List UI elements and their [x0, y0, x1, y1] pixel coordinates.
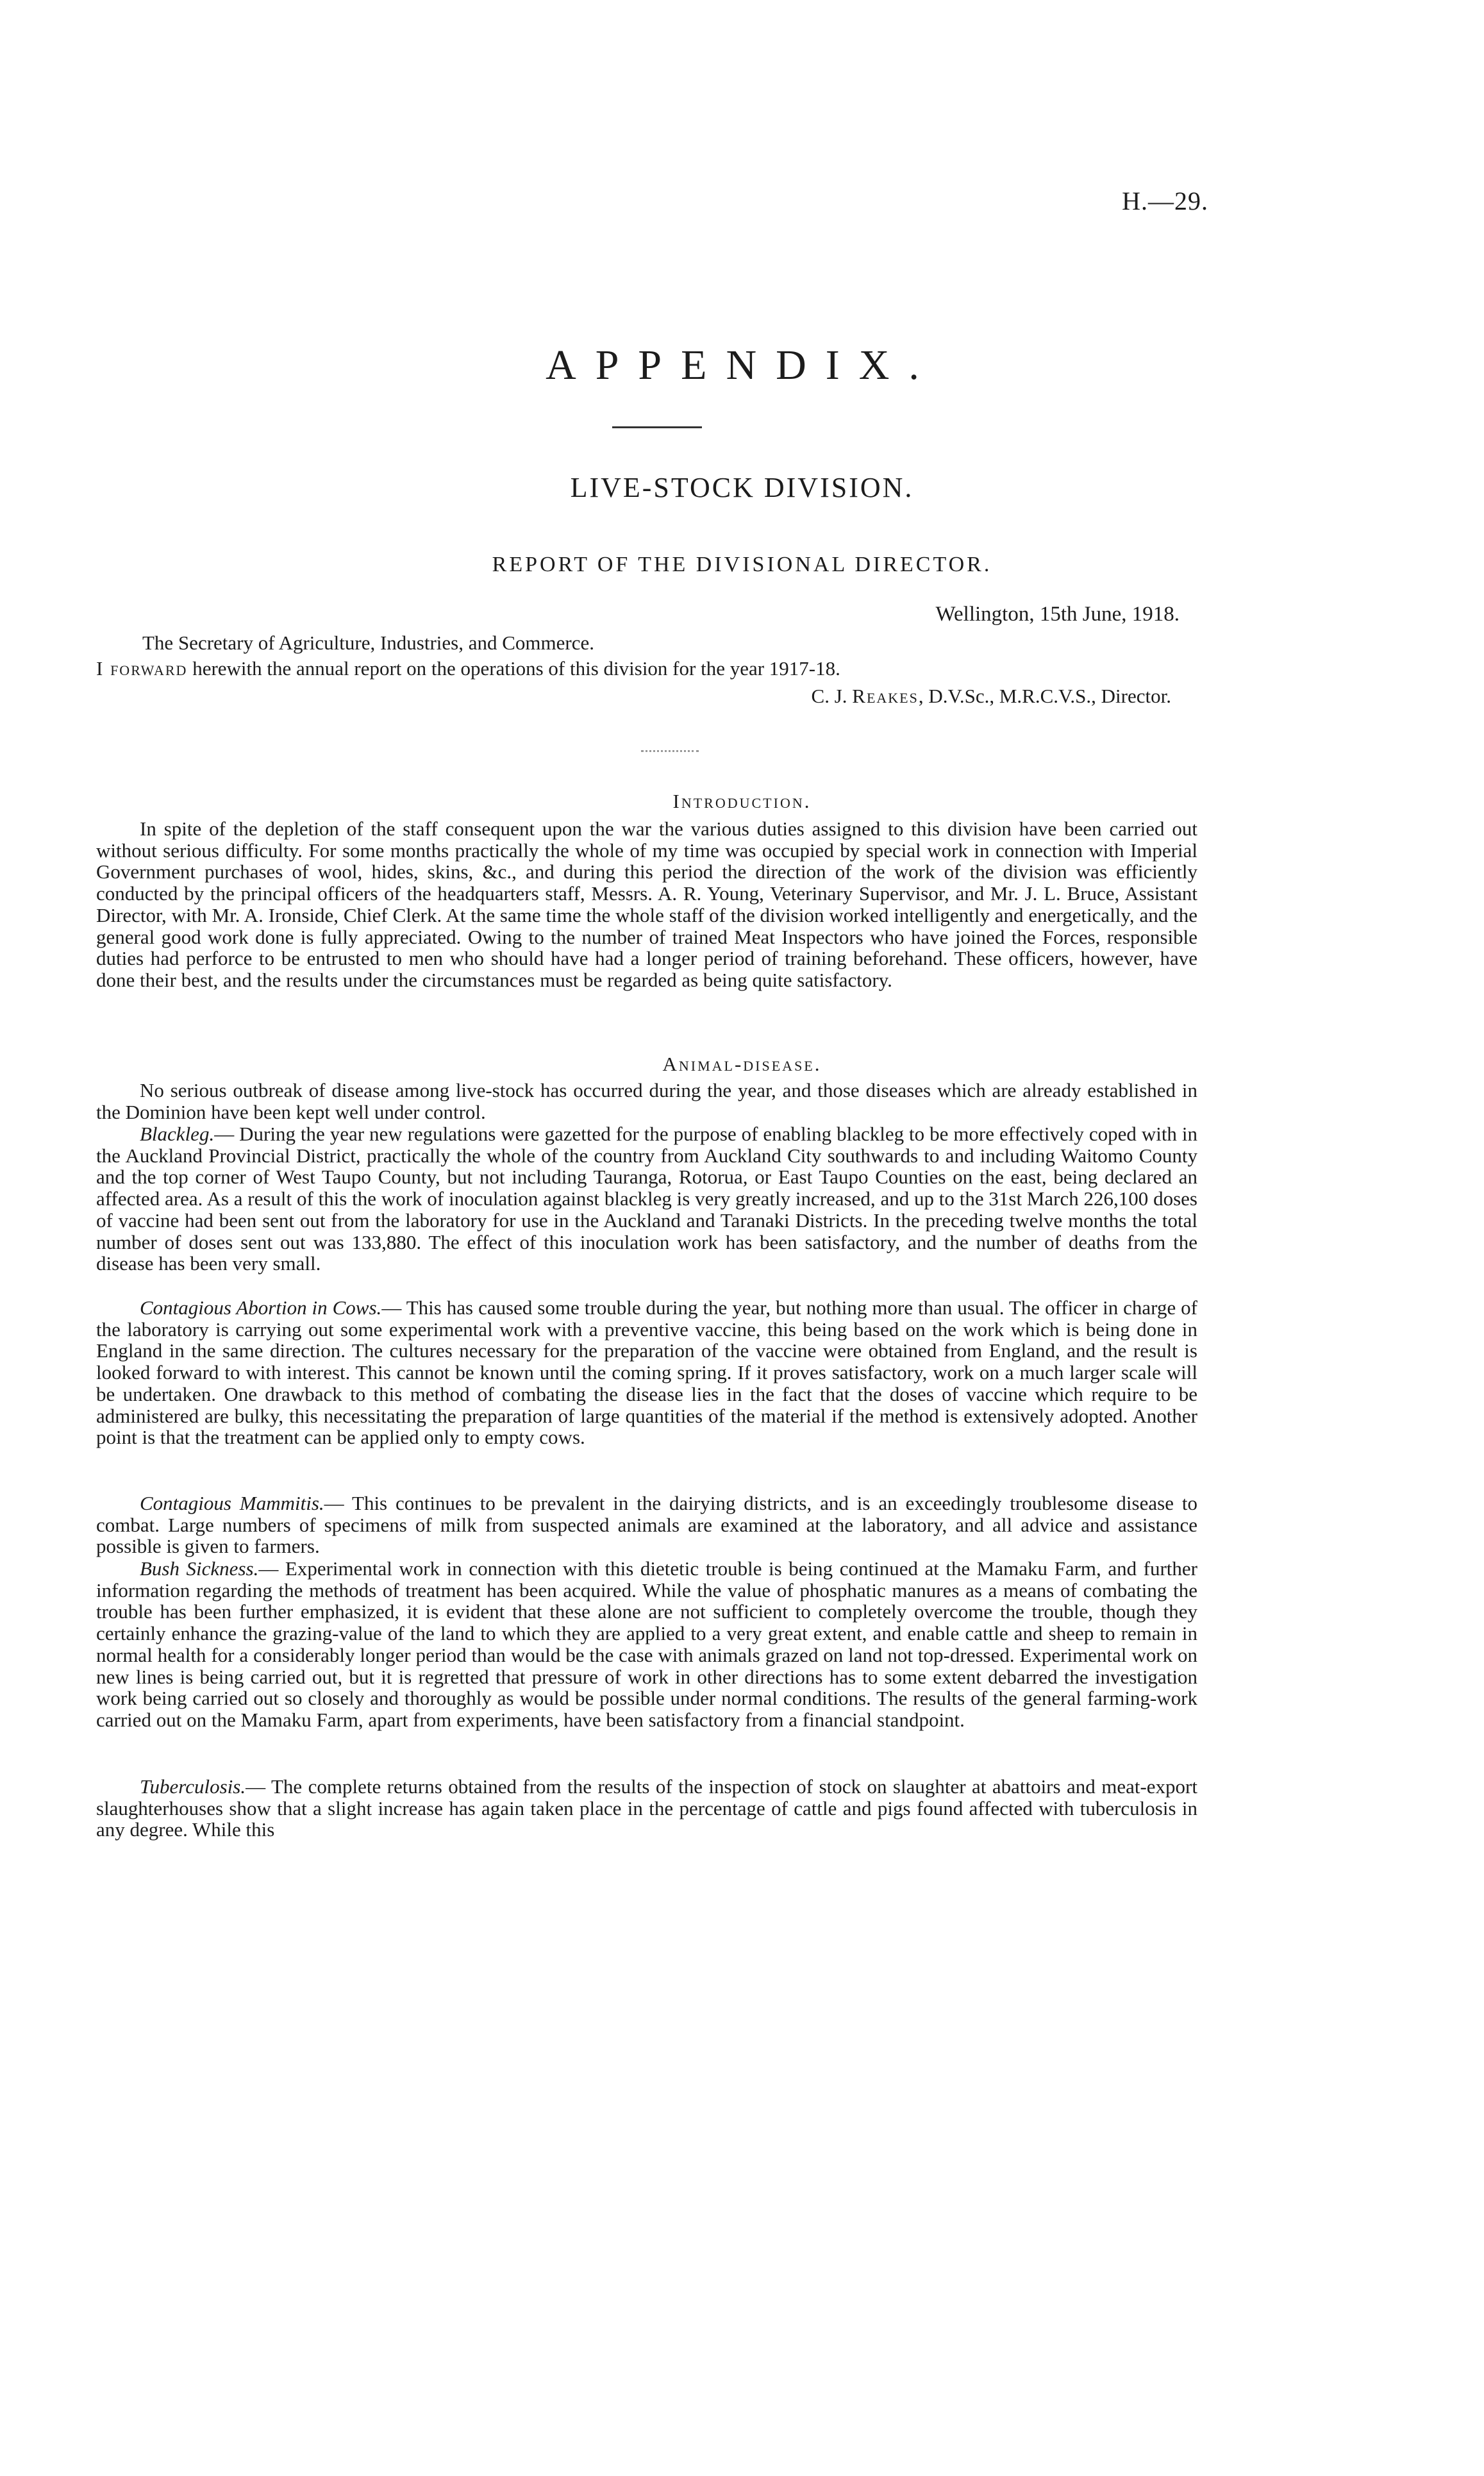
mammitis-paragraph	[96, 1493, 1197, 1557]
animal-disease-heading: Animal-disease.	[662, 1053, 822, 1075]
blackleg-text: — During the year new regulations were gazetted for the purpose of enabling blackleg to be more effectively coped with in the Auckland Provincial District, practically the whole of the country from Auckland City southwards to and including Waitomo County and the top corner of West Taupo County, but not including Tauranga, Rotorua, or East Taupo Counties on the east, being declared an affected area. As a result of this the work of inoculation against blackleg is very greatly increased, and up to the 31st March 226,100 doses of vaccine had been sent out from the laboratory for use in the Auckland and Taranaki Districts. In the preceding twelve months the total number of doses sent out was 133,880. The effect of this inoculation work has been satisfactory, and the number of deaths from the disease has been very small.	[96, 1123, 1197, 1275]
forward-lead: I forward	[96, 657, 188, 680]
introduction-paragraph: In spite of the depletion of the staff consequent upon the war the various duties assigned to this division have been carried out without serious difficulty. For some months practically the whole of my time was occupied by special work in connection with Imperial Government purchases of wool, hides, skins, &c., and during this period the direction of the work of the division was efficiently conducted by the principal officers of the headquarters staff, Messrs. A. R. Young, Veterinary Supervisor, and Mr. J. L. Bruce, Assistant Director, with Mr. A. Ironside, Chief Clerk. At the same time the whole staff of the division worked intelligently and energetically, and the general good work done is fully appreciated. Owing to the number of trained Meat Inspectors who have joined the Forces, responsible duties had perforce to be entrusted to men who should have had a longer period of training beforehand. These officers, however, have done their best, and the results under the circumstances must be regarded as being quite satisfactory.	[96, 817, 1197, 991]
section-separator	[641, 750, 699, 752]
blackleg-paragraph	[96, 1123, 1197, 1275]
bush-sickness-label: Bush Sickness.	[140, 1557, 259, 1580]
tuberculosis-label: Tuberculosis.	[140, 1775, 246, 1798]
page-title: APPENDIX.	[546, 342, 938, 389]
division-title: LIVE-STOCK DIVISION.	[570, 472, 914, 503]
animal-disease-intro: No serious outbreak of disease among live-stock has occurred during the year, and those diseases which are already established in the Dominion have been kept well under control.	[96, 1079, 1197, 1123]
bush-sickness-paragraph	[96, 1558, 1197, 1731]
signature	[812, 685, 1171, 708]
signature-name: Reakes	[852, 685, 919, 707]
signature-credentials: , D.V.Sc., M.R.C.V.S., Director.	[918, 685, 1171, 707]
abortion-paragraph	[96, 1297, 1197, 1448]
bush-sickness-text: — Experimental work in connection with this dietetic trouble is being continued at the Mamaku Farm, and further information regarding the methods of treatment has been acquired. While the value of phosphatic manures as a means of combating the trouble has been further emphasized, it is evident that these alone are not sufficient to completely overcome the trouble, though they certainly enhance the grazing-value of the land to which they are applied to a very great extent, and enable cattle and sheep to remain in normal health for a considerably longer period than would be the case with animals grazed on land not top-dressed. Experimental work on new lines is being carried out, but it is regretted that pressure of work in other directions has to some extent debarred the investigation work being carried out so closely and thoroughly as would be possible under normal conditions. The results of the general farming-work carried out on the Mamaku Farm, apart from experiments, have been satisfactory from a financial standpoint.	[96, 1557, 1197, 1731]
report-title: REPORT OF THE DIVISIONAL DIRECTOR.	[492, 553, 992, 576]
abortion-label: Contagious Abortion in Cows.	[140, 1296, 382, 1319]
addressee: The Secretary of Agriculture, Industries, and Commerce.	[142, 632, 595, 654]
forward-text: herewith the annual report on the operations of this division for the year 1917-18.	[187, 657, 840, 680]
tuberculosis-paragraph	[96, 1776, 1197, 1841]
signature-initials: C. J.	[811, 685, 853, 707]
blackleg-label: Blackleg.	[140, 1123, 215, 1145]
abortion-text: — This has caused some trouble during the year, but nothing more than usual. The officer in charge of the laboratory is carrying out some experimental work with a preventive vaccine, this being based on the work which is being done in England in the same direction. The cultures necessary for the preparation of the vaccine were obtained from England, and the result is looked forward to with interest. This cannot be known until the coming spring. If it proves satisfactory, work on a much larger scale will be undertaken. One drawback to this method of combating the disease lies in the fact that the doses of vaccine which require to be administered are bulky, this necessitating the preparation of large quantities of the material if the method is extensively adopted. Another point is that the treatment can be applied only to empty cows.	[96, 1296, 1197, 1449]
mammitis-text: — This continues to be prevalent in the dairying districts, and is an exceedingly troublesome disease to combat. Large numbers of specimens of milk from suspected animals are examined at the laboratory, and all advice and assistance possible is given to farmers.	[96, 1492, 1197, 1558]
forward-line	[96, 657, 840, 680]
introduction-heading: Introduction.	[672, 790, 812, 812]
title-rule	[612, 426, 702, 428]
page-code: H.—29.	[1122, 187, 1208, 215]
tuberculosis-text: — The complete returns obtained from the results of the inspection of stock on slaughter at abattoirs and meat-export slaughterhouses show that a slight increase has again taken place in the percentage of cattle and pigs found affected with tuberculosis in any degree. While this	[96, 1775, 1197, 1841]
dateline: Wellington, 15th June, 1918.	[935, 603, 1180, 626]
mammitis-label: Contagious Mammitis.	[140, 1492, 324, 1514]
